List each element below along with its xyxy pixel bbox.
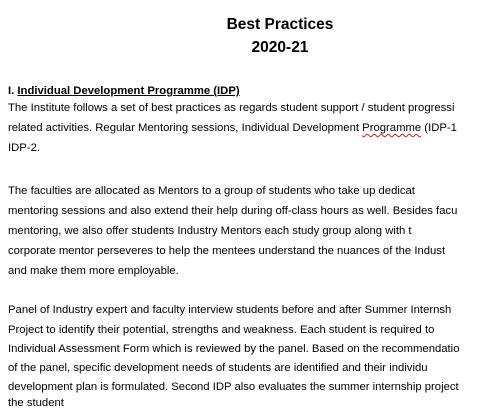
paragraph-1-line-3: IDP-2. — [8, 142, 41, 154]
document-year: 2020-21 — [251, 39, 309, 56]
paragraph-1-line-2 — [8, 121, 457, 135]
section-number: I. — [8, 85, 18, 97]
paragraph-2-line-3: mentoring, we also offer students Industry Mentors each study group along with t — [8, 225, 412, 237]
spellcheck-flagged-word: Programme — [362, 122, 422, 134]
paragraph-3-line-3: Individual Assessment Form which is reviewed by the panel. Based on the recommendatio — [8, 343, 460, 355]
paragraph-1-line-2-start: related activities. Regular Mentoring sessions, Individual Development — [8, 122, 363, 134]
paragraph-2-line-1: The faculties are allocated as Mentors to a group of students who take up dedicat — [8, 185, 415, 197]
paragraph-2-line-4: corporate mentor perseveres to help the mentees understand the nuances of the Indust — [8, 245, 446, 257]
document-title: Best Practices — [226, 16, 334, 33]
paragraph-2-line-2: mentoring sessions and also extend their help during off-class hours as well. Besides facu — [8, 205, 458, 217]
paragraph-3-line-4: of the panel, specific development needs of students are identified and their individu — [8, 362, 428, 374]
paragraph-1-line-1: The Institute follows a set of best practices as regards student support / student progressi — [8, 102, 455, 114]
paragraph-2-line-5: and make them more employable. — [8, 265, 179, 277]
section-title: Individual Development Programme (IDP) — [17, 85, 240, 97]
paragraph-3-line-2: Project to identify their potential, strengths and weakness. Each student is required to — [8, 324, 435, 336]
paragraph-3-line-6: the student — [8, 397, 64, 409]
paragraph-3-line-1: Panel of Industry expert and faculty interview students before and after Summer Internsh — [8, 304, 452, 316]
paragraph-1-line-2-end: (IDP-1 — [421, 122, 457, 134]
section-heading — [8, 84, 240, 98]
paragraph-3-line-5: development plan is formulated. Second IDP also evaluates the summer internship project — [8, 381, 459, 393]
